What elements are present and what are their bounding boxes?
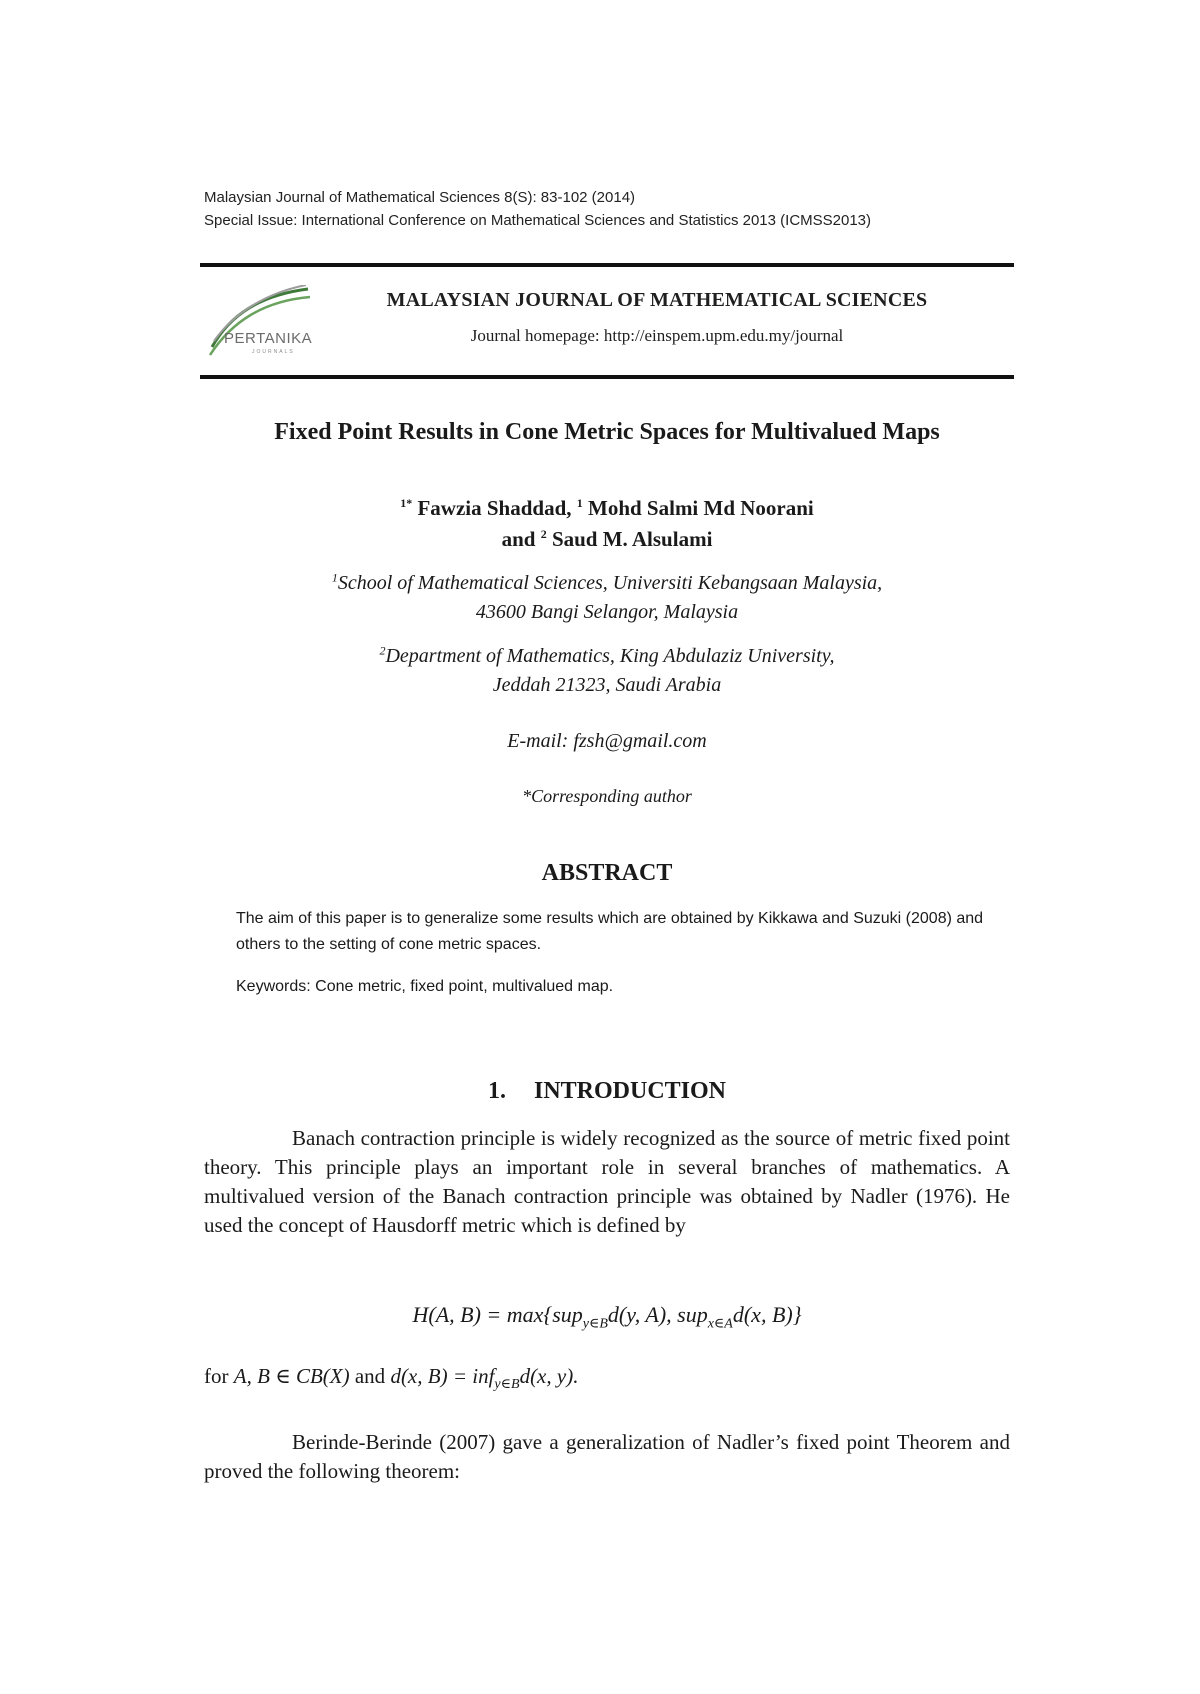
affiliation-1	[200, 569, 1014, 627]
author-3-affiliation-mark: 2	[540, 527, 547, 541]
author-2: Mohd Salmi Md Noorani	[588, 496, 814, 520]
equation-subscript-2: x∈A	[707, 1316, 733, 1332]
affiliation-1-line-1: School of Mathematical Sciences, Universiti Kebangsaan Malaysia,	[337, 572, 883, 594]
distance-definition-lhs: d(x, B) = inf	[390, 1364, 495, 1388]
definition-for: for	[204, 1364, 229, 1388]
running-head-citation: Malaysian Journal of Mathematical Sciences 8(S): 83-102 (2014)	[204, 189, 636, 206]
running-head-special-issue: Special Issue: International Conference on Mathematical Sciences and Statistics 2013 (ICMSS2013)	[204, 212, 872, 229]
equation-lhs: H(A, B) = max{sup	[412, 1302, 583, 1327]
affiliation-2-line-2: Jeddah 21323, Saudi Arabia	[492, 674, 722, 696]
journal-homepage: Journal homepage: http://einspem.upm.edu.my/journal	[470, 326, 844, 345]
keywords: Keywords: Cone metric, fixed point, multivalued map.	[236, 978, 614, 995]
paper-title: Fixed Point Results in Cone Metric Spaces for Multivalued Maps	[274, 419, 940, 445]
definition-and: and	[354, 1364, 386, 1388]
distance-definition-rhs: d(x, y).	[519, 1364, 579, 1388]
affiliation-1-mark: 1	[331, 570, 338, 585]
top-rule	[200, 263, 1014, 267]
hausdorff-metric-equation	[200, 1302, 1014, 1332]
author-conjunction: and	[501, 527, 536, 551]
introduction-paragraph-1: Banach contraction principle is widely recognized as the source of metric fixed point theory. This principle plays an important role in several branches of mathematics. A multivalued version of the Banach contraction principle was obtained by Nadler (1976). He used the concept of Hausdorff metric which is defined by	[204, 1126, 1010, 1237]
journal-name: MALAYSIAN JOURNAL OF MATHEMATICAL SCIENCES	[386, 289, 928, 311]
section-heading-introduction	[200, 1078, 1014, 1105]
section-number: 1.	[487, 1078, 506, 1104]
corresponding-author-note: *Corresponding author	[522, 786, 692, 806]
logo-wordmark: PERTANIKA	[224, 330, 313, 347]
bottom-rule	[200, 375, 1014, 379]
running-head	[204, 186, 871, 232]
author-1: Fawzia Shaddad,	[417, 496, 572, 520]
abstract-heading: ABSTRACT	[541, 860, 673, 886]
affiliation-2-mark: 2	[379, 643, 386, 658]
introduction-paragraph-2: Berinde-Berinde (2007) gave a generalization of Nadler’s fixed point Theorem and proved the following theorem:	[204, 1430, 1010, 1483]
affiliation-2-line-1: Department of Mathematics, King Abdulaziz University,	[385, 645, 835, 667]
author-list	[200, 493, 1014, 555]
definition-line	[204, 1364, 1010, 1393]
distance-definition-subscript: y∈B	[494, 1377, 520, 1393]
equation-subscript-1: y∈B	[582, 1316, 608, 1332]
author-email: E-mail: fzsh@gmail.com	[507, 730, 707, 752]
abstract-text: The aim of this paper is to generalize some results which are obtained by Kikkawa and Suzuki (2008) and others to the setting of cone metric spaces.	[236, 910, 984, 953]
affiliation-2	[200, 642, 1014, 700]
section-title: INTRODUCTION	[533, 1078, 727, 1104]
logo-subtext: JOURNALS	[252, 349, 295, 355]
author-1-affiliation-mark: 1*	[400, 496, 413, 510]
author-2-affiliation-mark: 1	[576, 496, 583, 510]
definition-condition: A, B ∈ CB(X)	[233, 1364, 350, 1388]
author-3: Saud M. Alsulami	[551, 527, 713, 551]
equation-rhs: d(x, B)}	[732, 1302, 802, 1327]
affiliation-1-line-2: 43600 Bangi Selangor, Malaysia	[475, 601, 739, 623]
equation-middle: d(y, A), sup	[607, 1302, 708, 1327]
